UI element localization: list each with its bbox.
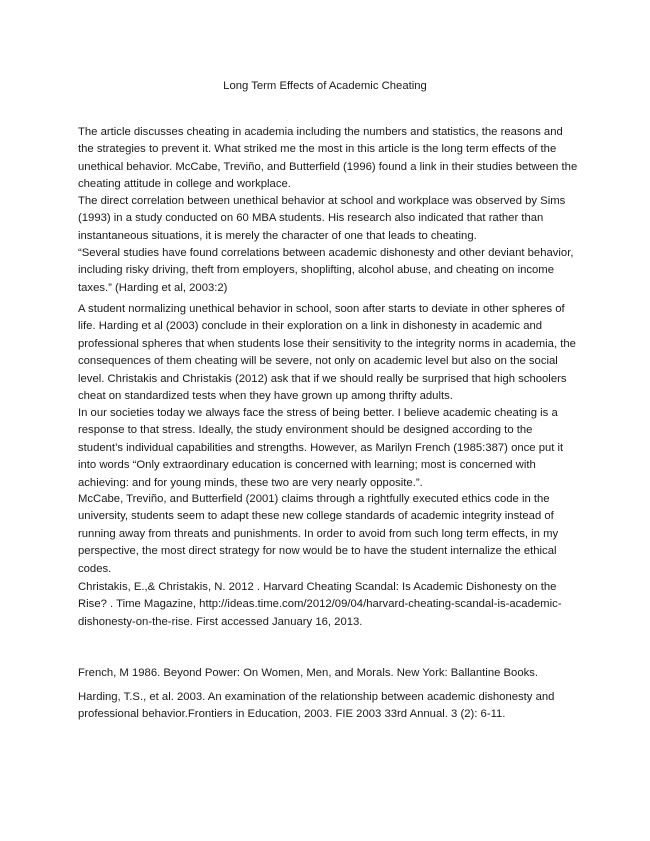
document-title: Long Term Effects of Academic Cheating (223, 80, 427, 92)
paragraph-1: The article discusses cheating in academia including the numbers and statistics, the reasons and the strategies to prevent it. What striked me the most in this article is the long term effects of the unethical behavior. McCabe, Treviño, and Butterfield (1996) found a link in their studies between the cheating attitude in college and workplace. (78, 126, 578, 191)
paragraph-6: McCabe, Treviño, and Butterfield (2001) claims through a rightfully executed ethics code in the university, students seem to adapt these new college standards of academic integrity instead of running away from threats and punishments. In order to avoid from such long term effects, in my perspective, the most direct strategy for now would be to have the student internalize the ethical codes. (78, 493, 559, 575)
reference-french: French, M 1986. Beyond Power: On Women, Men, and Morals. New York: Ballantine Books. (78, 667, 539, 679)
paragraph-5: In our societies today we always face the stress of being better. I believe academic cheating is a response to that stress. Ideally, the study environment should be designed according to the student’s individual capabilities and strengths. However, as Marilyn French (1985:387) once put it into words “Only extraordinary education is concerned with learning; most is concerned with achieving: and for young minds, these two are very nearly opposite.”. (78, 407, 564, 489)
paragraph-3-quote: “Several studies have found correlations between academic dishonesty and other deviant behavior, including risky driving, theft from employers, shoplifting, alcohol abuse, and cheating on income taxes.” (Harding et al, 2003:2) (78, 247, 574, 294)
reference-christakis: Christakis, E.,& Christakis, N. 2012 . Harvard Cheating Scandal: Is Academic Dishonesty on the Rise? . Time Magazine, http://ideas.time.com/2012/09/04/harvard-cheating-scandal-is-academic-dishonesty-on-the-rise. First accessed January 16, 2013. (78, 581, 562, 628)
reference-harding: Harding, T.S., et al. 2003. An examination of the relationship between academic dishonesty and professional behavior.Frontiers in Education, 2003. FIE 2003 33rd Annual. 3 (2): 6-11. (78, 691, 555, 721)
paragraph-2: The direct correlation between unethical behavior at school and workplace was observed by Sims (1993) in a study conducted on 60 MBA students. His research also indicated that rather than instantaneous situations, it is merely the character of one that leads to cheating. (78, 195, 566, 242)
paragraph-4: A student normalizing unethical behavior in school, soon after starts to deviate in other spheres of life. Harding et al (2003) conclude in their exploration on a link in dishonesty in academic and professional spheres that when students lose their sensitivity to the integrity norms in academia, the consequences of them cheating will be severe, not only on academic level but also on the social level. Christakis and Christakis (2012) ask that if we should really be surprised that high schoolers cheat on standardized tests when they have grown up among thrifty adults. (78, 303, 576, 403)
